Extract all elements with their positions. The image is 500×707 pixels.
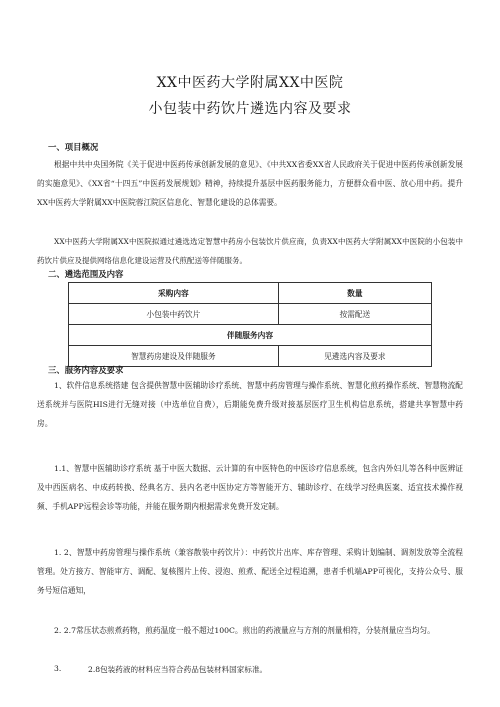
table-row xyxy=(69,304,432,325)
procurement-table xyxy=(68,282,432,367)
overview-paragraph-1: 根据中共中央国务院《关于促进中医药传承创新发展的意见》、《中共XX省委XX省人民政府关于促进中医药传承创新发展的实施意见》、《XX省“十四五”中医药发展规划》精神，持续提升基层中医药服务能力，方便群众看中医、放心用中药。提升XX中医药大学附属XX中医院蓉江院区信息化、智慧化建设的总体需要。 xyxy=(37,160,463,207)
document-title-subject: 小包装中药饮片遴选内容及要求 xyxy=(148,101,352,117)
services-paragraph-3: 2.8包装药液的材料应当符合药品包装材料国家标准。 xyxy=(88,665,268,674)
table-cell: 小包装中药饮片 xyxy=(69,304,279,325)
services-paragraph-1-2: 1. 2、智慧中药房管理与操作系统（兼容散装中药饮片）：中药饮片出库、库存管理、采购计划编制、调剂发放等全流程管理。处方接方、智能审方、调配、复核图片上传、浸泡、煎煮、配送全过程追溯，患者手机端APP可视化，支持公众号、服务号短信通知， xyxy=(37,548,463,595)
table-subheader-cell: 伴随服务内容 xyxy=(69,325,432,346)
table-header-cell: 数量 xyxy=(278,283,431,304)
services-paragraph-1-1: 1.1、智慧中医辅助诊疗系统 基于中医大数据、云计算的有中医特色的中医诊疗信息系统，包含内外妇儿等各科中医辨证及中西医病名、中成药转换、经典名方、县内名老中医协定方等智能开方、辅助诊疗、在线学习经典医案、适宜技术操作视频、手机APP远程会诊等功能，并能在服务期内根据需求免费开发定制。 xyxy=(37,464,463,511)
table-header-cell: 采购内容 xyxy=(69,283,279,304)
section-heading-services: 三、服务内容及要求 xyxy=(48,365,124,375)
table-header-row xyxy=(69,283,432,304)
document-title-hospital: XX中医药大学附属XX中医院 xyxy=(156,75,344,91)
table-cell: 按需配送 xyxy=(278,304,431,325)
list-number: 3. xyxy=(54,664,62,673)
section-heading-scope: 二、遴选范围及内容 xyxy=(48,269,124,279)
services-paragraph-2: 2. 2.7常压状态煎煮药物，煎药温度一般不超过100C。煎出的药液量应与方剂的剂量相符，分装剂量应当均匀。 xyxy=(54,626,435,635)
section-heading-overview: 一、项目概况 xyxy=(48,142,99,152)
table-cell: 见遴选内容及要求 xyxy=(278,346,431,367)
services-paragraph-1: 1、软件信息系统搭建 包含提供智慧中医辅助诊疗系统、智慧中药房管理与操作系统、智慧化煎药操作系统、智慧物流配送系统并与医院HIS进行无缝对接（中选单位自费），后期能免费升级对接基层医疗卫生机构信息系统，搭建共享智慧中药房。 xyxy=(37,381,463,428)
table-subheader-row xyxy=(69,325,432,346)
table-cell: 智慧药房建设及伴随服务 xyxy=(69,346,279,367)
overview-paragraph-2: XX中医药大学附属XX中医院拟通过遴选选定智慧中药房小包装饮片供应商，负责XX中医药大学附属XX中医院的小包装中药饮片供应及提供网络信息化建设运营及代煎配送等伴随服务。 xyxy=(37,237,463,265)
